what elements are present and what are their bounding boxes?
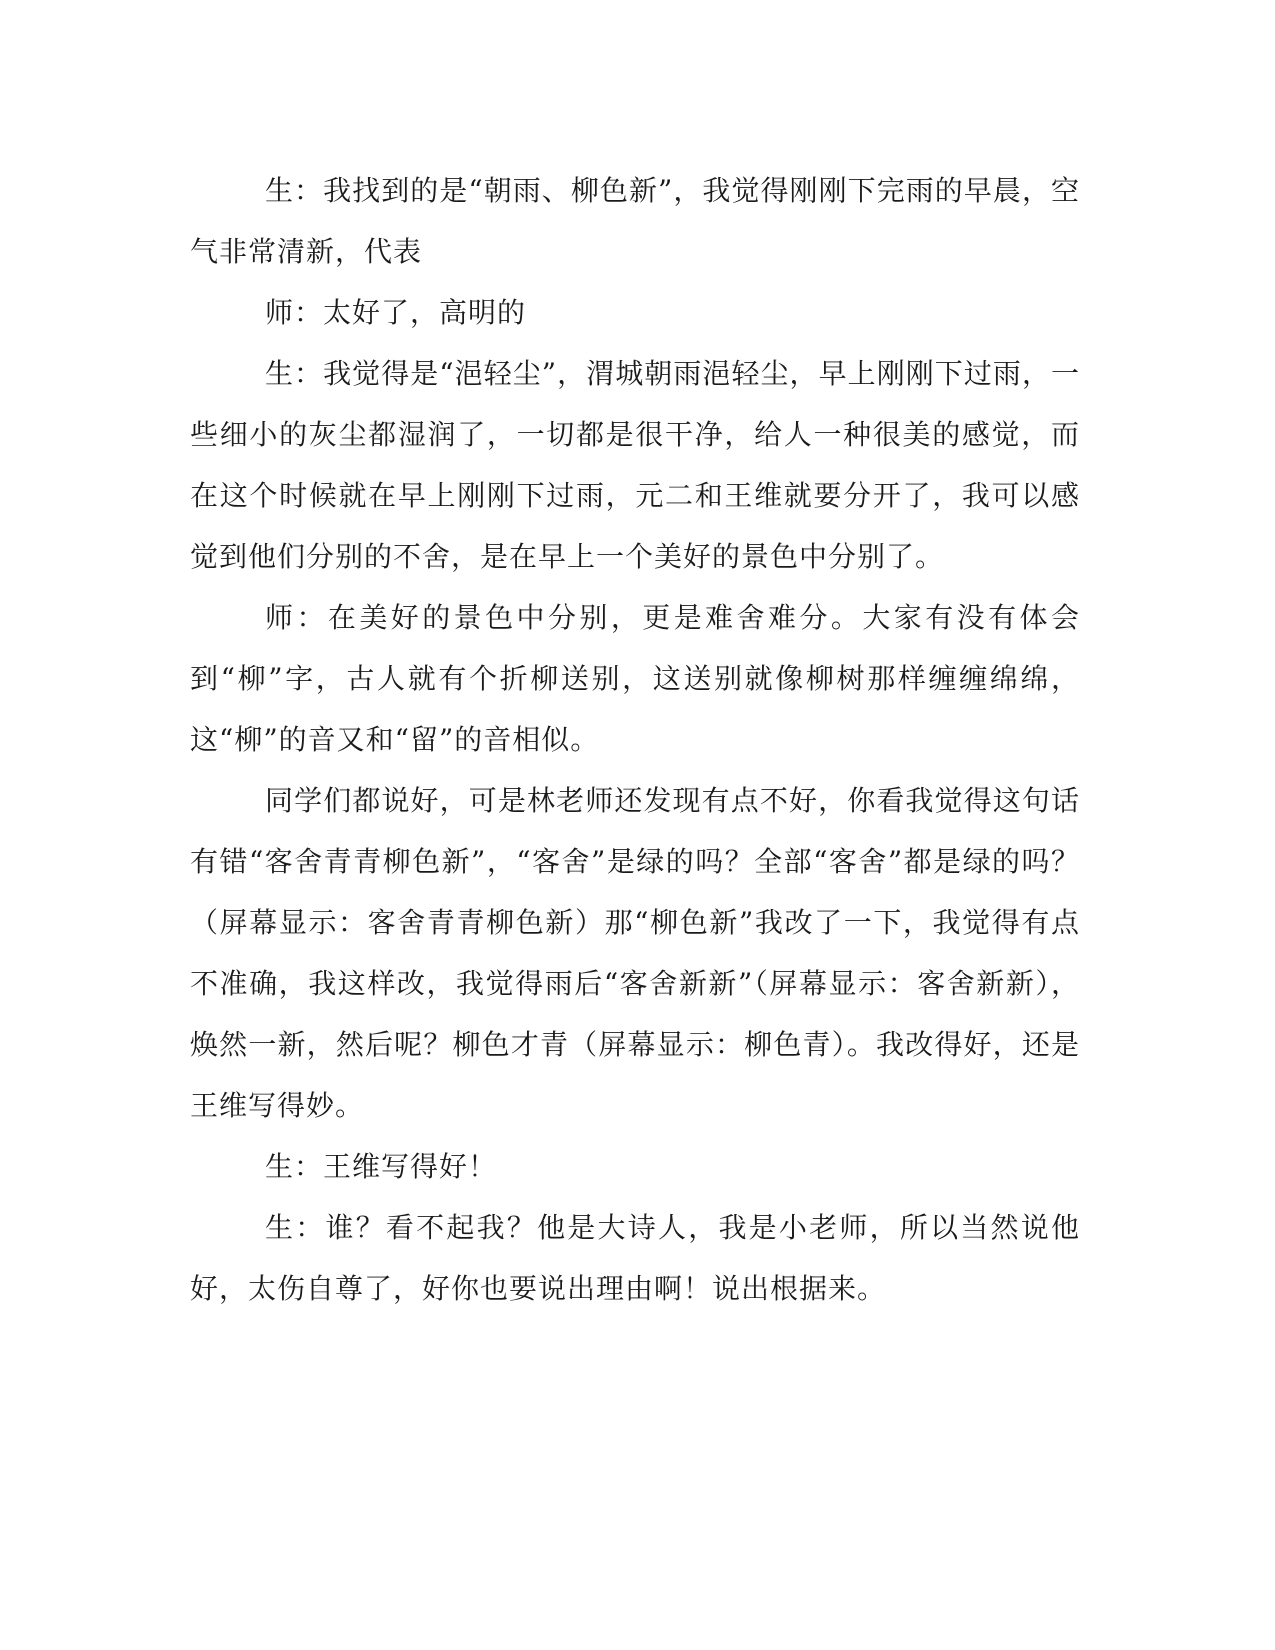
paragraph-2: 师：太好了，高明的 bbox=[265, 296, 527, 329]
document-body bbox=[190, 160, 1080, 1319]
paragraph-1: 生：我找到的是“朝雨、柳色新”，我觉得刚刚下完雨的早晨，空气非常清新，代表 bbox=[190, 174, 1080, 268]
paragraph-4: 师：在美好的景色中分别，更是难舍难分。大家有没有体会到“柳”字，古人就有个折柳送别，这送别就像柳树那样缠缠绵绵，这“柳”的音又和“留”的音相似。 bbox=[190, 601, 1080, 756]
paragraph-7: 生：谁？看不起我？他是大诗人，我是小老师，所以当然说他好，太伤自尊了，好你也要说出理由啊！说出根据来。 bbox=[190, 1211, 1080, 1305]
paragraph-3: 生：我觉得是“浥轻尘”，渭城朝雨浥轻尘，早上刚刚下过雨，一些细小的灰尘都湿润了，一切都是很干净，给人一种很美的感觉，而在这个时候就在早上刚刚下过雨，元二和王维就要分开了，我可以感觉到他们分别的不舍，是在早上一个美好的景色中分别了。 bbox=[190, 357, 1080, 573]
paragraph-5: 同学们都说好，可是林老师还发现有点不好，你看我觉得这句话有错“客舍青青柳色新”，“客舍”是绿的吗？全部“客舍”都是绿的吗？（屏幕显示：客舍青青柳色新）那“柳色新”我改了一下，我觉得有点不准确，我这样改，我觉得雨后“客舍新新”（屏幕显示：客舍新新），焕然一新，然后呢？柳色才青（屏幕显示：柳色青）。我改得好，还是王维写得妙。 bbox=[190, 784, 1080, 1122]
paragraph-6: 生：王维写得好！ bbox=[265, 1150, 498, 1183]
